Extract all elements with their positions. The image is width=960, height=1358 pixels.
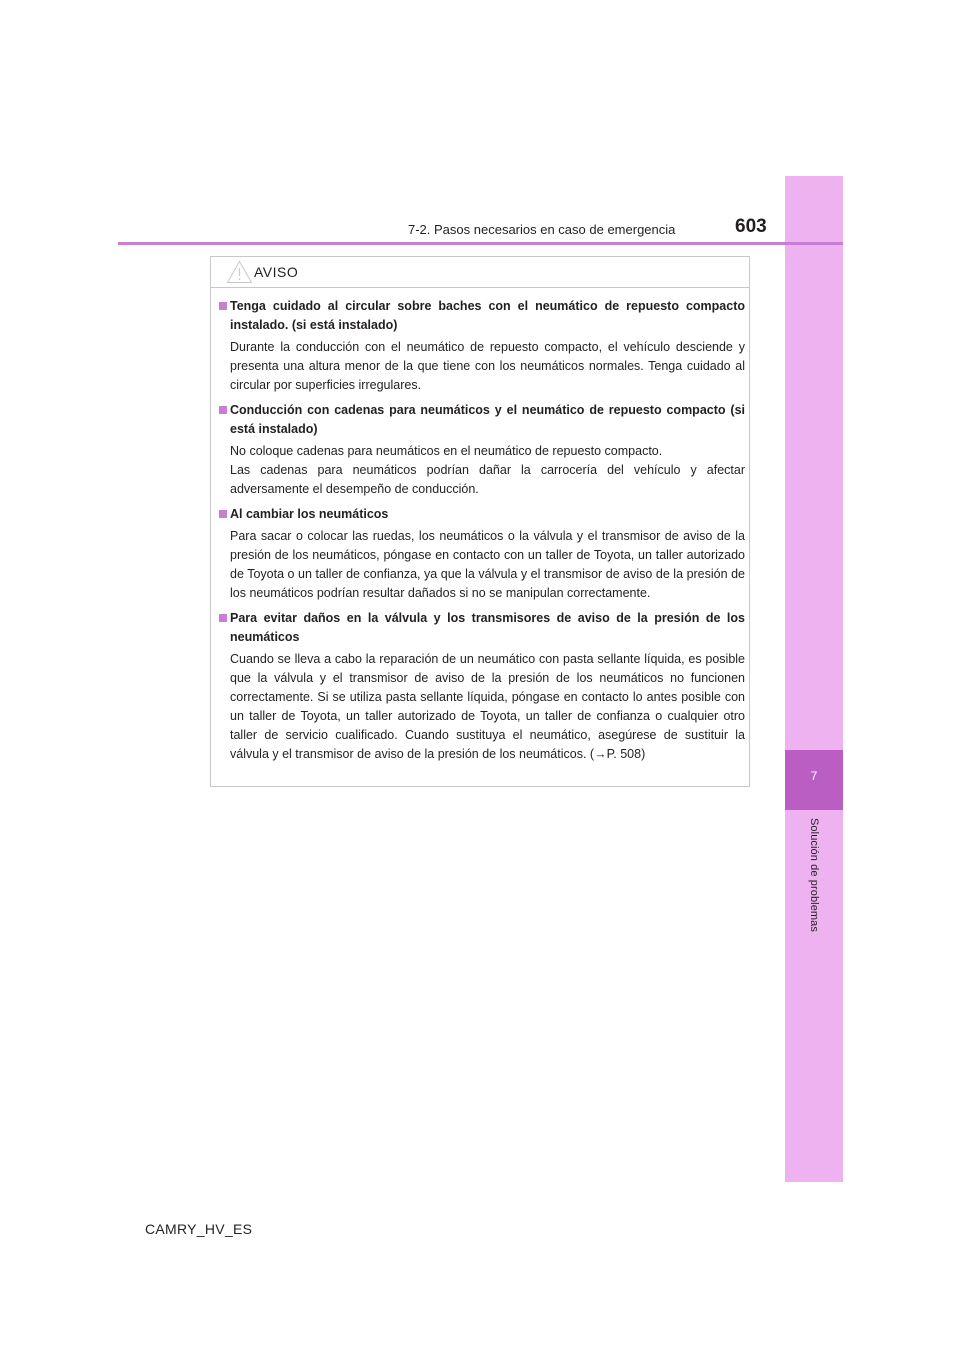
- side-tab: [785, 176, 843, 1182]
- footer-code: CAMRY_HV_ES: [145, 1221, 253, 1237]
- warning-item: [219, 609, 745, 764]
- warning-item-heading-text: Tenga cuidado al circular sobre baches con el neumático de repuesto compacto instalado. (si está instalado): [230, 299, 745, 332]
- warning-item: [219, 297, 745, 395]
- square-bullet-icon: [219, 406, 227, 414]
- warning-item-heading-text: Para evitar daños en la válvula y los transmisores de aviso de la presión de los neumáticos: [230, 611, 745, 644]
- warning-item-heading: [219, 297, 745, 335]
- warning-item-heading: [219, 401, 745, 439]
- warning-item-paragraph: Las cadenas para neumáticos podrían dañar la carrocería del vehículo y afectar adversamente el desempeño de conducción.: [230, 463, 745, 496]
- square-bullet-icon: [219, 302, 227, 310]
- warning-item-paragraph: Cuando se lleva a cabo la reparación de un neumático con pasta sellante líquida, es posible que la válvula y el transmisor de aviso de la presión de los neumáticos no funcionen correctamente. Si se utiliza pasta sellante líquida, póngase en contacto lo antes posible con un taller de Toyota, un taller autorizado de Toyota, un taller de confianza o cualquier otro taller de servicio cualificado. Cuando sustituya el neumático, asegúrese de sustituir la válvula y el transmisor de aviso de la presión de los neumáticos. (→P. 508): [230, 652, 745, 761]
- warning-item-paragraph: Durante la conducción con el neumático de repuesto compacto, el vehículo desciende y presenta una altura menor de la que tiene con los neumáticos normales. Tenga cuidado al circular por superficies irregulares.: [230, 340, 745, 392]
- header-rule: [118, 242, 843, 245]
- warning-box: [210, 256, 750, 787]
- chapter-title: Solución de problemas: [808, 818, 820, 933]
- warning-item-paragraph: Para sacar o colocar las ruedas, los neumáticos o la válvula y el transmisor de aviso de la presión de los neumáticos, póngase en contacto con un taller de Toyota, un taller autorizado de Toyota o un taller de confianza, ya que la válvula y el transmisor de aviso de la presión de los neumáticos podrían resultar dañados si no se manipulan correctamente.: [230, 529, 745, 600]
- warning-header: [211, 257, 749, 288]
- side-chapter-title: [785, 818, 843, 953]
- section-title: 7-2. Pasos necesarios en caso de emergencia: [408, 222, 676, 237]
- warning-item: [219, 505, 745, 603]
- warning-body: [219, 297, 745, 770]
- side-chapter-marker: [785, 750, 843, 810]
- square-bullet-icon: [219, 510, 227, 518]
- warning-item-heading-text: Al cambiar los neumáticos: [230, 507, 389, 521]
- warning-triangle-icon: [226, 260, 253, 284]
- warning-item-heading: [219, 505, 745, 524]
- warning-item-heading: [219, 609, 745, 647]
- warning-title: AVISO: [254, 264, 299, 280]
- square-bullet-icon: [219, 614, 227, 622]
- warning-item-paragraph: No coloque cadenas para neumáticos en el neumático de repuesto compacto.: [230, 444, 663, 458]
- warning-item-heading-text: Conducción con cadenas para neumáticos y el neumático de repuesto compacto (si está instalado): [230, 403, 745, 436]
- page-number: 603: [735, 216, 767, 237]
- chapter-number: 7: [810, 769, 818, 783]
- warning-item: [219, 401, 745, 499]
